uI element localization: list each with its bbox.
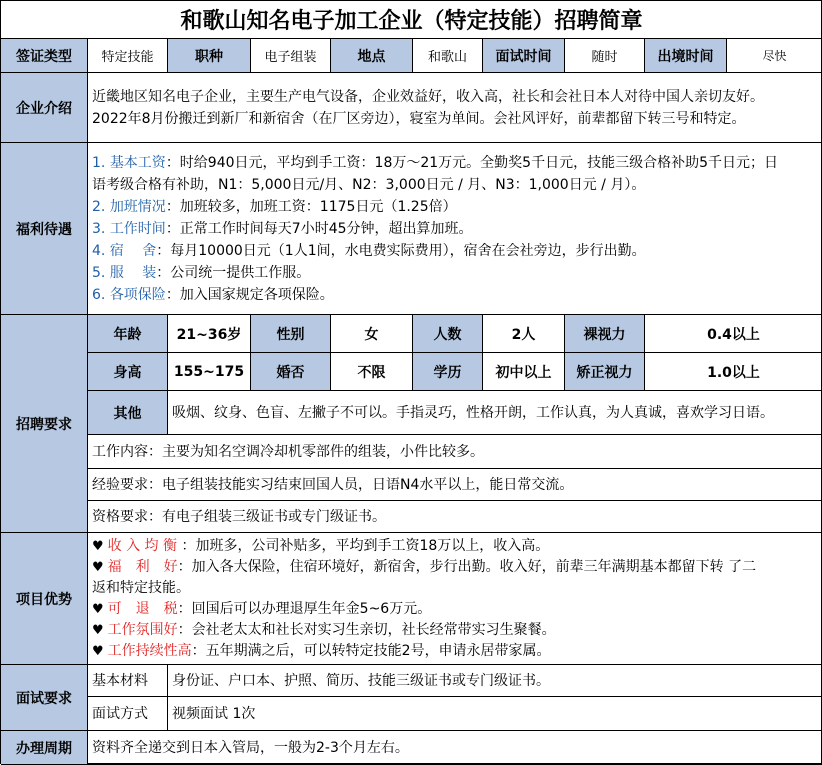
interview-time-label: 面试时间 xyxy=(483,39,565,73)
heart-icon: ♥ xyxy=(92,559,104,575)
advantage-item: ♥ 可 退 税：回国后可以办理退厚生年金5~6万元。 xyxy=(92,600,432,617)
company-intro-line: 近畿地区知名电子企业，主要生产电气设备，企业效益好，收入高，社长和会社日本人对待中国人亲切友好。 xyxy=(92,88,764,105)
advantages-list xyxy=(88,533,822,665)
other-value: 吸烟、纹身、色盲、左撇子不可以。手指灵巧，性格开朗，工作认真，为人真诚，喜欢学习日语。 xyxy=(168,391,822,435)
visa-type-value: 特定技能 xyxy=(88,39,168,73)
naked-eye-vision-value: 0.4以上 xyxy=(645,315,822,353)
period-label: 办理周期 xyxy=(1,731,88,765)
advantage-item: 返和特定技能。 xyxy=(92,579,190,596)
welfare-list xyxy=(88,143,822,315)
work-content: 工作内容：主要为知名空调冷却机零部件的组装，小件比较多。 xyxy=(88,435,822,469)
advantages-label: 项目优势 xyxy=(1,533,88,665)
welfare-item: 1. 基本工资：时给940日元，平均到手工资：18万～21万元。全勤奖5千日元，技能三级合格补助5千日元；日 xyxy=(92,154,778,171)
heart-icon: ♥ xyxy=(92,601,104,617)
gender-value: 女 xyxy=(331,315,413,353)
location-label: 地点 xyxy=(331,39,413,73)
heart-icon: ♥ xyxy=(92,538,104,554)
experience-requirement: 经验要求：电子组装技能实习结束回国人员，日语N4水平以上，能日常交流。 xyxy=(88,469,822,501)
job-type-value: 电子组装 xyxy=(251,39,331,73)
interview-method-label: 面试方式 xyxy=(88,697,168,731)
requirements-label: 招聘要求 xyxy=(1,315,88,533)
advantage-item: ♥ 收 入 均 衡 ：加班多，公司补贴多，平均到手工资18万以上，收入高。 xyxy=(92,537,550,554)
other-label: 其他 xyxy=(88,391,168,435)
height-label: 身高 xyxy=(88,353,168,391)
gender-label: 性别 xyxy=(251,315,331,353)
corrected-vision-value: 1.0以上 xyxy=(645,353,822,391)
visa-type-label: 签证类型 xyxy=(1,39,88,73)
welfare-label: 福利待遇 xyxy=(1,143,88,315)
welfare-item: 4. 宿 舍：每月10000日元（1人1间，水电费实际费用），宿舍在会社旁边，步行出勤。 xyxy=(92,242,646,259)
company-intro-text xyxy=(88,73,822,143)
company-intro-line: 2022年8月份搬迁到新厂和新宿舍（在厂区旁边），寝室为单间。会社风评好，前辈都留下转三号和特定。 xyxy=(92,110,746,127)
advantage-item: ♥ 工作持续性高：五年期满之后，可以转特定技能2号，申请永居带家属。 xyxy=(92,642,551,659)
interview-method-value: 视频面试 1次 xyxy=(168,697,822,731)
height-value: 155~175 xyxy=(168,353,251,391)
departure-time-value: 尽快 xyxy=(727,39,822,73)
marital-label: 婚否 xyxy=(251,353,331,391)
welfare-item: 2. 加班情况：加班较多，加班工资：1175日元（1.25倍） xyxy=(92,198,457,215)
interview-time-value: 随时 xyxy=(565,39,645,73)
company-intro-label: 企业介绍 xyxy=(1,73,88,143)
headcount-label: 人数 xyxy=(413,315,483,353)
education-value: 初中以上 xyxy=(483,353,565,391)
interview-label: 面试要求 xyxy=(1,665,88,731)
welfare-item: 5. 服 装：公司统一提供工作服。 xyxy=(92,264,311,281)
marital-value: 不限 xyxy=(331,353,413,391)
materials-label: 基本材料 xyxy=(88,665,168,697)
heart-icon: ♥ xyxy=(92,643,104,659)
advantage-item: ♥ 福 利 好：加入各大保险，住宿环境好，新宿舍，步行出勤。收入好，前辈三年满期基本都留下转 了二 xyxy=(92,558,757,575)
welfare-item: 语考级合格有补助，N1：5,000日元/月、N2：3,000日元 / 月、N3：1,000日元 / 月）。 xyxy=(92,176,646,193)
departure-time-label: 出境时间 xyxy=(645,39,727,73)
period-value: 资料齐全递交到日本入管局，一般为2-3个月左右。 xyxy=(88,731,822,765)
page-title: 和歌山知名电子加工企业（特定技能）招聘简章 xyxy=(1,1,822,39)
job-type-label: 职种 xyxy=(168,39,251,73)
advantage-item: ♥ 工作氛围好：会社老太太和社长对实习生亲切，社长经常带实习生聚餐。 xyxy=(92,621,556,638)
corrected-vision-label: 矫正视力 xyxy=(565,353,645,391)
education-label: 学历 xyxy=(413,353,483,391)
age-value: 21~36岁 xyxy=(168,315,251,353)
heart-icon: ♥ xyxy=(92,622,104,638)
naked-eye-vision-label: 裸视力 xyxy=(565,315,645,353)
headcount-value: 2人 xyxy=(483,315,565,353)
materials-value: 身份证、户口本、护照、简历、技能三级证书或专门级证书。 xyxy=(168,665,822,697)
location-value: 和歌山 xyxy=(413,39,483,73)
qualification-requirement: 资格要求：有电子组装三级证书或专门级证书。 xyxy=(88,501,822,533)
welfare-item: 3. 工作时间：正常工作时间每天7小时45分钟，超出算加班。 xyxy=(92,220,473,237)
welfare-item: 6. 各项保险：加入国家规定各项保险。 xyxy=(92,286,334,303)
age-label: 年龄 xyxy=(88,315,168,353)
